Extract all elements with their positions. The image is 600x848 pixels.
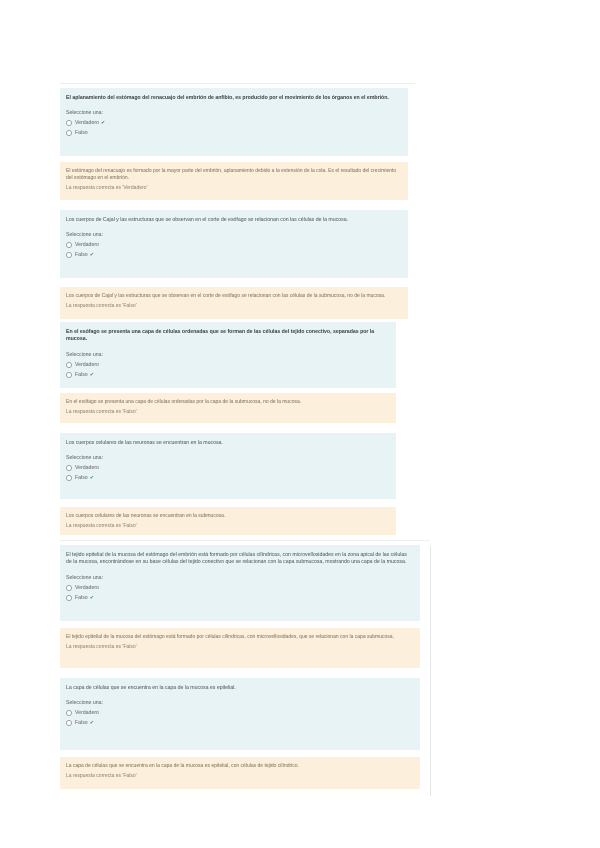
option-true[interactable] [66, 710, 414, 716]
option-label: Falso [75, 594, 88, 601]
option-false[interactable] [66, 252, 402, 258]
feedback-text: El estómago del renacuajo es formado por la mayor parte del embrión, aplanamiento debido a la extensión de la cola. Es el resultado del crecimiento del estómago en el embrión. [66, 168, 397, 181]
question-text: Los cuerpos celulares de las neuronas se encuentran en la mucosa. [66, 440, 223, 446]
correct-answer: La respuesta correcta es 'Falso' [66, 303, 137, 309]
radio-icon[interactable] [66, 362, 72, 368]
option-false[interactable] [66, 595, 414, 601]
option-true[interactable] [66, 120, 402, 126]
radio-icon[interactable] [66, 710, 72, 716]
radio-icon[interactable] [66, 595, 72, 601]
question-text: El aplanamiento del estómago del renacuajo del embrión de anfibio, es producido por el movimiento de los órganos en el embrión. [66, 95, 389, 101]
question-text: Los cuerpos de Cajal y las estructuras que se observan en el corte de esófago se relacionan con las células de la mucosa. [66, 217, 349, 223]
option-false[interactable] [66, 720, 414, 726]
select-one-label: Seleccione una: [66, 574, 103, 581]
radio-icon[interactable] [66, 372, 72, 378]
checkmark-icon: ✔ [89, 475, 94, 482]
select-one-label: Seleccione una: [66, 455, 103, 462]
checkmark-icon: ✔ [89, 594, 94, 601]
feedback-card-3 [60, 393, 396, 423]
option-true[interactable] [66, 362, 390, 368]
option-false[interactable] [66, 475, 390, 481]
select-one-label: Seleccione una: [66, 700, 103, 707]
checkmark-icon: ✔ [89, 720, 94, 727]
feedback-card-5 [60, 628, 420, 668]
question-card-3 [60, 322, 396, 388]
question-text: La capa de células que se encuentra en la capa de la mucosa es epitelial. [66, 685, 236, 691]
radio-icon[interactable] [66, 720, 72, 726]
feedback-card-2 [60, 287, 408, 319]
correct-answer: La respuesta correcta es 'Falso' [66, 409, 137, 415]
feedback-text: La capa de células que se encuentra en la capa de la mucosa es epitelial, con células de tejido cilíndrico. [66, 763, 299, 769]
feedback-text: Los cuerpos celulares de las neuronas se encuentran en la submucosa. [66, 513, 226, 519]
checkmark-icon: ✔ [89, 371, 94, 378]
question-text: En el esófago se presenta una capa de células ordenadas que se forman de las células del tejido conectivo, separadas por la mucosa. [66, 329, 375, 343]
radio-icon[interactable] [66, 130, 72, 136]
question-card-2 [60, 210, 408, 278]
question-text: El tejido epitelial de la mucosa del estómago del embrión está formado por células cilíndricas, con microvellosidades en la zona apical de las células de la mucosa, encontrándose en su base células del tejido conectivo que se relacionan con la capa submucosa, mostrando una capa de la mucosa. [66, 552, 407, 566]
option-label: Verdadero [75, 361, 99, 368]
option-true[interactable] [66, 585, 414, 591]
correct-answer: La respuesta correcta es 'Verdadero' [66, 185, 148, 191]
question-card-1 [60, 88, 408, 156]
option-label: Falso [75, 720, 88, 727]
question-card-5 [60, 545, 420, 621]
radio-icon[interactable] [66, 120, 72, 126]
option-label: Verdadero [75, 120, 99, 127]
correct-answer: La respuesta correcta es 'Falso' [66, 773, 137, 779]
radio-icon[interactable] [66, 475, 72, 481]
question-card-4 [60, 433, 396, 499]
option-false[interactable] [66, 130, 402, 136]
divider [430, 546, 431, 796]
option-label: Falso [75, 130, 88, 137]
option-true[interactable] [66, 242, 402, 248]
divider [60, 83, 415, 84]
radio-icon[interactable] [66, 242, 72, 248]
option-label: Verdadero [75, 710, 99, 717]
radio-icon[interactable] [66, 465, 72, 471]
select-one-label: Seleccione una: [66, 351, 103, 358]
checkmark-icon: ✔ [100, 120, 106, 127]
checkmark-icon: ✔ [89, 252, 94, 259]
divider [60, 540, 430, 541]
feedback-card-4 [60, 507, 396, 535]
radio-icon[interactable] [66, 585, 72, 591]
select-one-label: Seleccione una: [66, 110, 103, 117]
option-label: Verdadero [75, 242, 99, 249]
option-label: Falso [75, 371, 88, 378]
feedback-card-6 [60, 757, 420, 789]
option-label: Verdadero [75, 584, 99, 591]
option-label: Falso [75, 475, 88, 482]
radio-icon[interactable] [66, 252, 72, 258]
feedback-text: El tejido epitelial de la mucosa del estómago está formado por células cilíndricas, con microvellosidades, que se relacionan con la capa submucosa. [66, 634, 394, 640]
feedback-text: En el esófago se presenta una capa de células ordenadas por la capa de la submucosa, no de la mucosa. [66, 399, 302, 405]
correct-answer: La respuesta correcta es 'Falso' [66, 523, 137, 529]
select-one-label: Seleccione una: [66, 232, 103, 239]
option-false[interactable] [66, 372, 390, 378]
option-label: Verdadero [75, 465, 99, 472]
feedback-card-1 [60, 162, 408, 200]
question-card-6 [60, 678, 420, 750]
feedback-text: Los cuerpos de Cajal y las estructuras que se observan en el corte de esófago se relacionan con las células de la submucosa, no de la mucosa. [66, 293, 386, 299]
option-true[interactable] [66, 465, 390, 471]
correct-answer: La respuesta correcta es 'Falso' [66, 644, 137, 650]
option-label: Falso [75, 252, 88, 259]
